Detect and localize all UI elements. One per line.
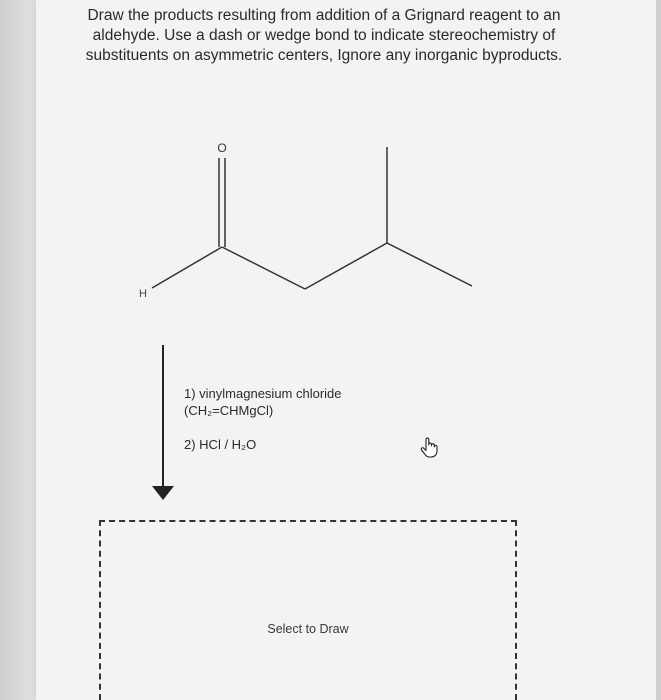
select-to-draw-label[interactable]: Select to Draw bbox=[267, 622, 349, 636]
bond-ch2-ch bbox=[305, 243, 387, 289]
oxygen-label: O bbox=[217, 141, 227, 155]
reagent-step-2: 2) HCl / H₂O bbox=[184, 437, 257, 452]
reagent-step-1-formula: (CH₂=CHMgCl) bbox=[184, 403, 274, 418]
question-line-3: substituents on asymmetric centers, Ignore any inorganic byproducts. bbox=[85, 47, 563, 64]
hand-pointer-icon bbox=[418, 436, 440, 458]
drawing-area[interactable] bbox=[99, 520, 517, 700]
bond-carbonyl-ch2 bbox=[222, 247, 305, 289]
bond-ch-methyl-right bbox=[387, 243, 472, 286]
hydrogen-label: H bbox=[139, 288, 147, 300]
reagents-block bbox=[184, 385, 342, 453]
bond-h-carbonyl bbox=[152, 247, 222, 288]
question-line-2: aldehyde. Use a dash or wedge bond to indicate stereochemistry of bbox=[92, 27, 556, 44]
arrow-down-icon bbox=[152, 345, 174, 500]
question-line-1: Draw the products resulting from addition of a Grignard reagent to an bbox=[87, 7, 561, 24]
reagent-step-1: 1) vinylmagnesium chloride bbox=[184, 386, 342, 401]
